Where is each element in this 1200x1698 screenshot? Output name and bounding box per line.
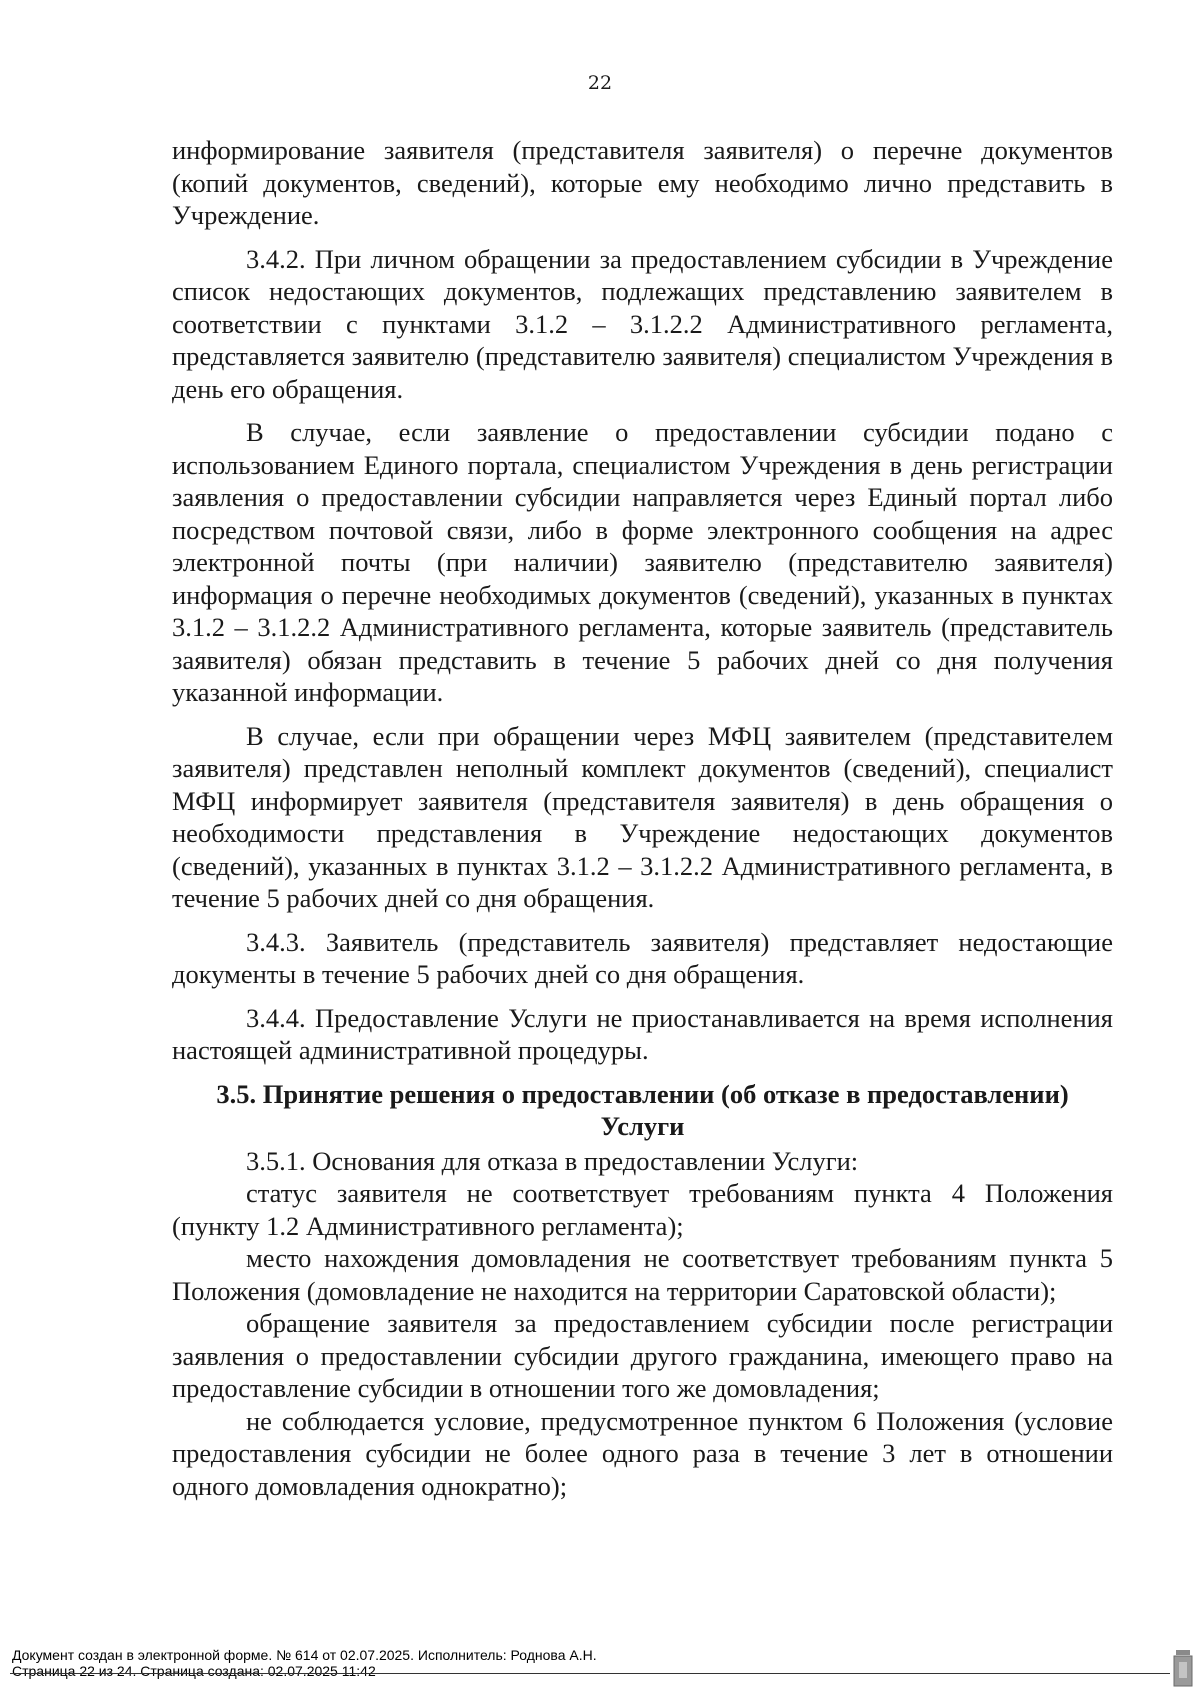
list-item-condition: не соблюдается условие, предусмотренное пунктом 6 Положения (условие предоставления субсидии не более одного раза в течение 3 лет в отношении одного домовладения однократно); [172, 1405, 1113, 1501]
paragraph-3-4-2: 3.4.2. При личном обращении за предоставлением субсидии в Учреждение список недостающих документов, подлежащих представлению заявителем в соответствии с пунктами 3.1.2 – 3.1.2.2 Административного регламента, представляется заявителю (представителю заявителя) специалистом Учреждения в день его обращения. [172, 243, 1113, 404]
paragraph-mfc-case: В случае, если при обращении через МФЦ заявителем (представителем заявителя) представлен неполный комплект документов (сведений), специалист МФЦ информирует заявителя (представителя заявителя) в день обращения о необходимости представления в Учреждение недостающих документов (сведений), указанных в пунктах 3.1.2 – 3.1.2.2 Административного регламента, в течение 5 рабочих дней со дня обращения. [172, 720, 1113, 913]
paragraph-3-5-1: 3.5.1. Основания для отказа в предоставлении Услуги: [246, 1145, 859, 1176]
list-item-status: статус заявителя не соответствует требованиям пункта 4 Положения (пункту 1.2 Административного регламента); [172, 1178, 1113, 1241]
list-item-duplicate-application: обращение заявителя за предоставлением субсидии после регистрации заявления о предоставлении субсидии другого гражданина, имеющего право на предоставление субсидии в отношении того же домовладения; [172, 1308, 1113, 1403]
footer-divider [10, 1673, 1170, 1674]
footer-line-1: Документ создан в электронной форме. № 614 от 02.07.2025. Исполнитель: Роднова А.Н. [12, 1647, 597, 1663]
list-item-location: место нахождения домовладения не соответствует требованиям пункта 5 Положения (домовладение не находится на территории Саратовской области); [172, 1243, 1113, 1306]
document-body [172, 134, 1113, 1502]
section-heading-3-5: 3.5. Принятие решения о предоставлении (об отказе в предоставлении) Услуги [216, 1078, 1069, 1141]
coat-of-arms-icon [1171, 1648, 1195, 1692]
document-footer [12, 1647, 597, 1679]
footer-line-2: Страница 22 из 24. Страница создана: 02.07.2025 11:42 [12, 1663, 376, 1679]
paragraph-3-4-3: 3.4.3. Заявитель (представитель заявителя) представляет недостающие документы в течение 5 рабочих дней со дня обращения. [172, 926, 1113, 989]
page-number: 22 [587, 72, 613, 94]
paragraph-3-4-4: 3.4.4. Предоставление Услуги не приостанавливается на время исполнения настоящей административной процедуры. [172, 1002, 1113, 1065]
paragraph-informing: информирование заявителя (представителя заявителя) о перечне документов (копий документов, сведений), которые ему необходимо лично представить в Учреждение. [172, 135, 1113, 230]
paragraph-portal-case: В случае, если заявление о предоставлении субсидии подано с использованием Единого портала, специалистом Учреждения в день регистрации заявления о предоставлении субсидии направляется через Единый портал либо посредством почтовой связи, либо в форме электронного сообщения на адрес электронной почты (при наличии) заявителю (представителю заявителя) информация о перечне необходимых документов (сведений), указанных в пунктах 3.1.2 – 3.1.2.2 Административного регламента, которые заявитель (представитель заявителя) обязан представить в течение 5 рабочих дней со дня получения указанной информации. [172, 417, 1113, 707]
